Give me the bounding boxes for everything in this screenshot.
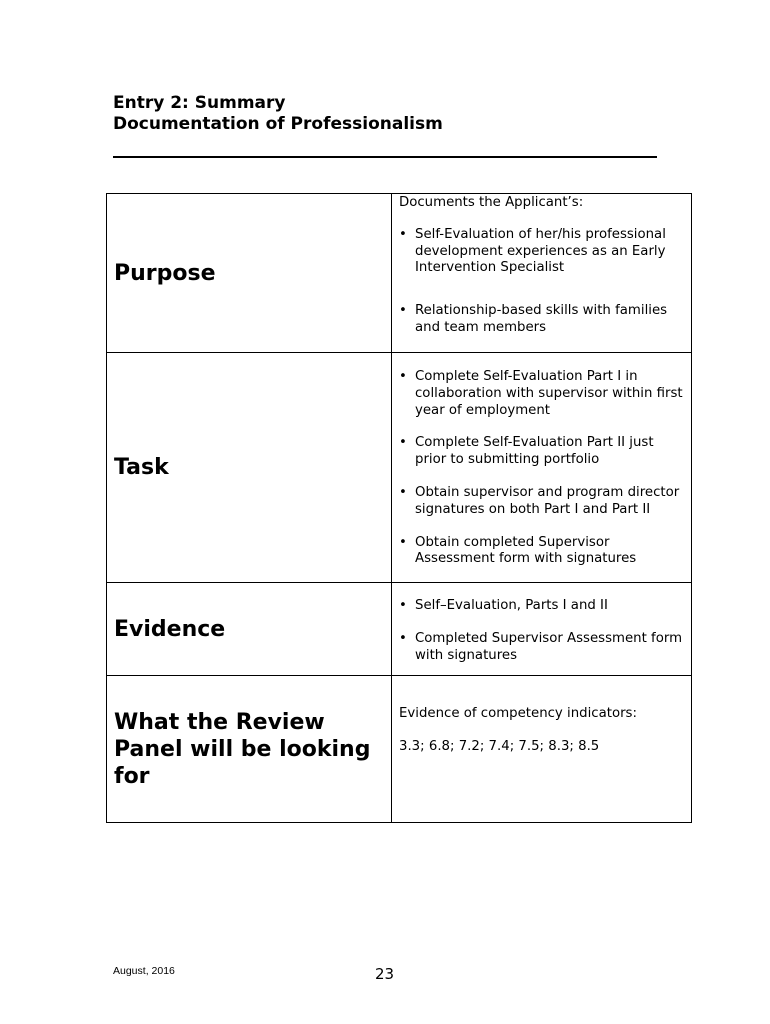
row-content-review-panel [392, 676, 692, 823]
list-item: • Obtain completed Supervisor Assessment form with signatures [399, 535, 687, 569]
table-row-task [107, 353, 692, 583]
list-item: • Obtain supervisor and program director signatures on both Part I and Part II [399, 485, 687, 519]
list-item: • Complete Self-Evaluation Part II just prior to submitting portfolio [399, 435, 687, 469]
task-bullet-list [399, 369, 687, 568]
table-row-evidence [107, 583, 692, 676]
row-heading-review-panel: What the Review Panel will be looking for [107, 676, 392, 823]
purpose-intro: Documents the Applicant’s: [399, 195, 584, 210]
list-item: • Relationship-based skills with families and team members [399, 303, 687, 337]
list-item: • Completed Supervisor Assessment form with signatures [399, 631, 687, 665]
row-heading-purpose: Purpose [107, 194, 392, 353]
summary-table [106, 193, 692, 823]
footer-date: August, 2016 [113, 965, 175, 977]
page-number: 23 [375, 965, 395, 983]
title-underline [113, 156, 657, 158]
list-item: • Self-Evaluation of her/his professional development experiences as an Early Intervention Specialist [399, 227, 687, 277]
list-item: • Self–Evaluation, Parts I and II [399, 598, 687, 615]
row-content-evidence [392, 583, 692, 676]
row-heading-evidence: Evidence [107, 583, 392, 676]
row-content-task [392, 353, 692, 583]
title-line-2: Documentation of Professionalism [113, 114, 443, 134]
competency-indicators: 3.3; 6.8; 7.2; 7.4; 7.5; 8.3; 8.5 [399, 738, 600, 754]
list-item: • Complete Self-Evaluation Part I in collaboration with supervisor within first year of employment [399, 369, 687, 419]
table-row-purpose [107, 194, 692, 353]
page-title [113, 93, 443, 135]
title-line-1: Entry 2: Summary [113, 93, 286, 113]
row-content-purpose [392, 194, 692, 353]
review-intro: Evidence of competency indicators: [399, 706, 637, 721]
row-heading-task: Task [107, 353, 392, 583]
purpose-bullet-list [399, 227, 687, 337]
table-row-review-panel [107, 676, 692, 823]
evidence-bullet-list [399, 598, 687, 664]
